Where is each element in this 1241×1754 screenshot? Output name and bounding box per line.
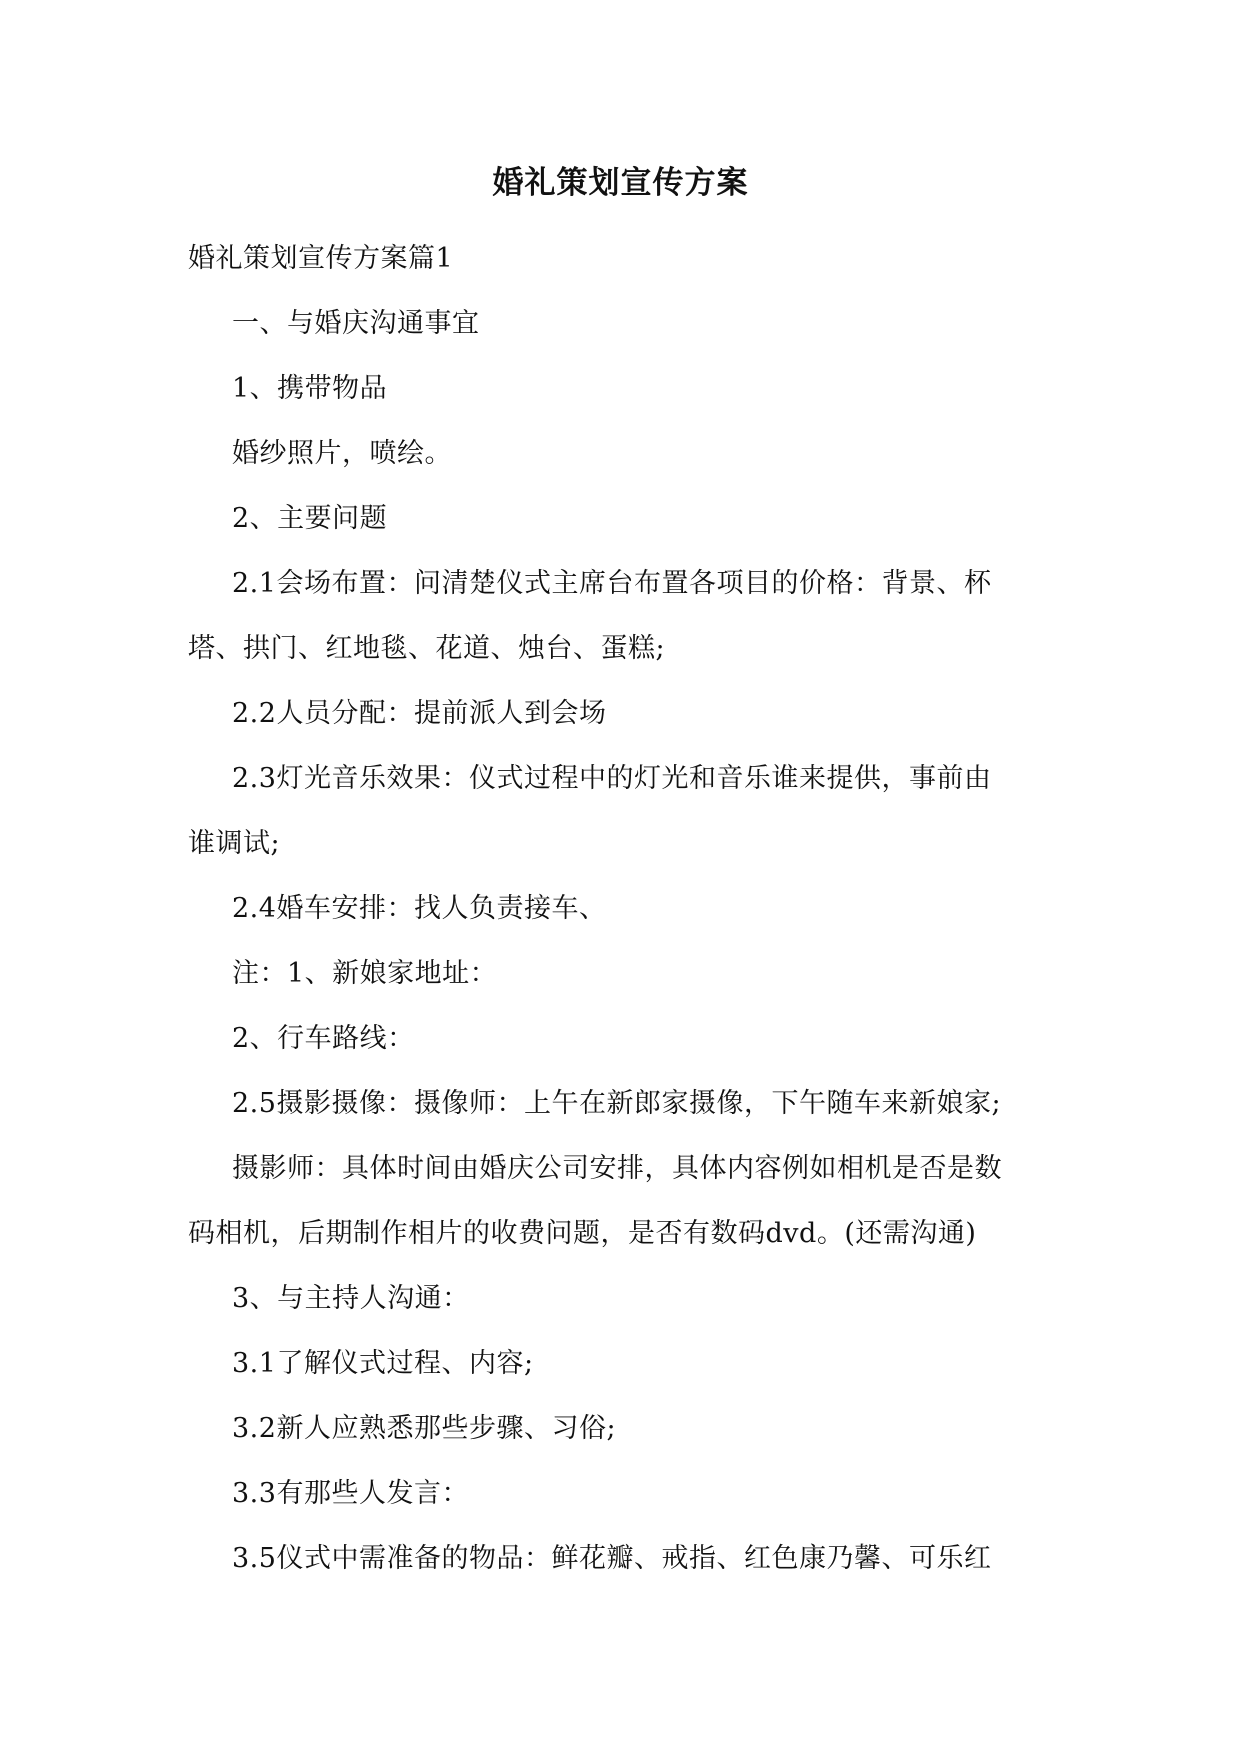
paragraph-line: 3.3有那些人发言：	[232, 1478, 469, 1509]
paragraph-line: 婚礼策划宣传方案篇1	[188, 243, 454, 274]
paragraph-line: 2.1会场布置：问清楚仪式主席台布置各项目的价格：背景、杯	[232, 568, 992, 599]
paragraph-line: 2.5摄影摄像：摄像师：上午在新郎家摄像，下午随车来新娘家;	[232, 1088, 1002, 1119]
paragraph-line: 3.2新人应熟悉那些步骤、习俗;	[232, 1413, 617, 1444]
document-body	[188, 226, 1056, 1591]
paragraph-line: 婚纱照片，喷绘。	[232, 438, 452, 469]
paragraph-line: 一、与婚庆沟通事宜	[232, 308, 480, 339]
paragraph-line: 摄影师：具体时间由婚庆公司安排，具体内容例如相机是否是数	[232, 1153, 1002, 1184]
paragraph-line: 2.3灯光音乐效果：仪式过程中的灯光和音乐谁来提供，事前由	[232, 763, 992, 794]
paragraph-line: 1、携带物品	[232, 373, 388, 404]
paragraph-line: 3、与主持人沟通：	[232, 1283, 470, 1314]
paragraph-line: 2、主要问题	[232, 503, 388, 534]
paragraph-line: 码相机，后期制作相片的收费问题，是否有数码dvd。(还需沟通)	[188, 1218, 977, 1249]
paragraph-line: 2.2人员分配：提前派人到会场	[232, 698, 607, 729]
paragraph-line: 注：1、新娘家地址：	[232, 958, 498, 989]
paragraph-line: 2.4婚车安排：找人负责接车、	[232, 893, 607, 924]
document-title: 婚礼策划宣传方案	[492, 165, 749, 201]
paragraph-line: 3.1了解仪式过程、内容;	[232, 1348, 534, 1379]
paragraph-line: 谁调试;	[188, 828, 281, 859]
paragraph-line: 2、行车路线：	[232, 1023, 415, 1054]
paragraph-line: 3.5仪式中需准备的物品：鲜花瓣、戒指、红色康乃馨、可乐红	[232, 1543, 992, 1574]
paragraph-line: 塔、拱门、红地毯、花道、烛台、蛋糕;	[188, 633, 666, 664]
